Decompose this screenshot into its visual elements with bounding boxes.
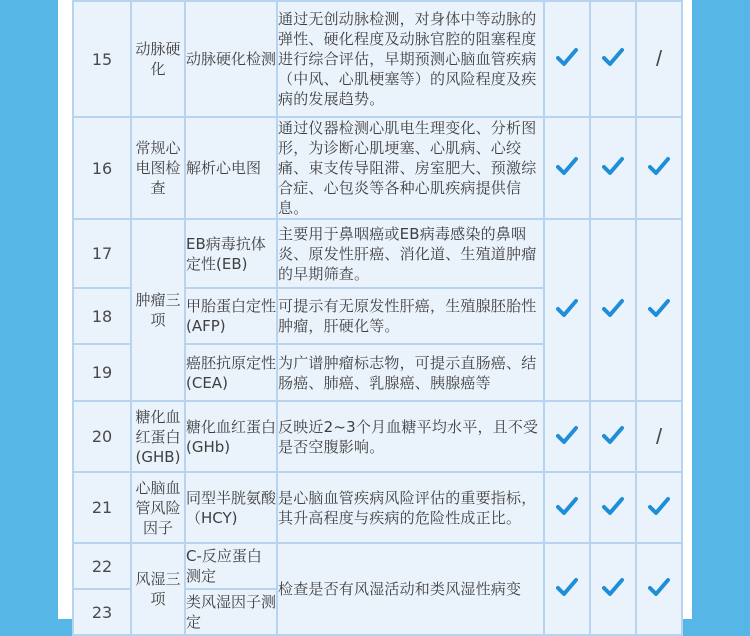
table-row: [73, 219, 682, 288]
check-icon: [648, 156, 670, 176]
item-description: 主要用于鼻咽癌或EB病毒感染的鼻咽炎、原发性肝癌、消化道、生殖道肿瘤的早期筛查。: [277, 219, 544, 288]
row-number: 19: [73, 344, 131, 401]
row-number: 16: [73, 117, 131, 219]
mark-cell: [590, 117, 636, 219]
mark-cell: [544, 472, 590, 543]
item-name: 风湿三项: [131, 543, 185, 635]
row-number: 20: [73, 401, 131, 472]
check-icon: [648, 298, 670, 318]
item-description: 通过无创动脉检测，对身体中等动脉的弹性、硬化程度及动脉官腔的阻塞程度进行综合评估，早期预测心脑血管疾病（中风、心肌梗塞等）的风险程度及疾病的发展趋势。: [277, 1, 544, 117]
check-icon: [556, 577, 578, 597]
item-description: 是心脑血管疾病风险评估的重要指标，其升高程度与疾病的危险性成正比。: [277, 472, 544, 543]
sub-item: 糖化血红蛋白(GHb): [185, 401, 277, 472]
mark-cell: [636, 472, 682, 543]
row-number: 17: [73, 219, 131, 288]
exam-items-table: [72, 0, 683, 636]
exam-table-sheet: [58, 0, 692, 631]
mark-cell: [544, 219, 590, 401]
item-description: 检查是否有风湿活动和类风湿性病变: [277, 543, 544, 635]
mark-cell: [590, 219, 636, 401]
sub-item: 同型半胱氨酸（HCY): [185, 472, 277, 543]
sub-item: 类风湿因子测定: [185, 589, 277, 635]
mark-cell: [636, 117, 682, 219]
check-icon: [556, 156, 578, 176]
item-name: 肿瘤三项: [131, 219, 185, 401]
item-name: 常规心电图检查: [131, 117, 185, 219]
mark-cell: [590, 1, 636, 117]
mark-cell: [590, 401, 636, 472]
sub-item: 解析心电图: [185, 117, 277, 219]
table-row: [73, 401, 682, 472]
not-applicable-slash: /: [655, 423, 663, 449]
table-row: [73, 472, 682, 543]
mark-cell: [636, 219, 682, 401]
check-icon: [648, 577, 670, 597]
mark-cell: [636, 1, 682, 117]
table-row: [73, 543, 682, 589]
table-row: [73, 117, 682, 219]
check-icon: [602, 577, 624, 597]
item-name: 糖化血红蛋白(GHB): [131, 401, 185, 472]
row-number: 22: [73, 543, 131, 589]
mark-cell: [590, 543, 636, 635]
mark-cell: [590, 472, 636, 543]
mark-cell: [544, 401, 590, 472]
item-description: 通过仪器检测心肌电生理变化、分析图形，为诊断心肌埂塞、心肌病、心绞痛、束支传导阻滞、房室肥大、预激综合症、心包炎等各种心肌疾病提供信息。: [277, 117, 544, 219]
row-number: 18: [73, 288, 131, 344]
check-icon: [556, 425, 578, 445]
table-row: [73, 1, 682, 117]
sub-item: 甲胎蛋白定性(AFP): [185, 288, 277, 344]
row-number: 15: [73, 1, 131, 117]
row-number: 23: [73, 589, 131, 635]
item-name: 心脑血管风险因子: [131, 472, 185, 543]
row-number: 21: [73, 472, 131, 543]
mark-cell: [544, 117, 590, 219]
check-icon: [602, 298, 624, 318]
check-icon: [556, 496, 578, 516]
item-description: 可提示有无原发性肝癌，生殖腺胚胎性肿瘤，肝硬化等。: [277, 288, 544, 344]
check-icon: [602, 47, 624, 67]
mark-cell: [636, 401, 682, 472]
mark-cell: [636, 543, 682, 635]
not-applicable-slash: /: [655, 46, 663, 71]
check-icon: [602, 156, 624, 176]
sub-item: EB病毒抗体定性(EB): [185, 219, 277, 288]
check-icon: [602, 425, 624, 445]
item-description: 反映近2~3个月血糖平均水平，且不受是否空腹影响。: [277, 401, 544, 472]
item-name: 动脉硬化: [131, 1, 185, 117]
mark-cell: [544, 543, 590, 635]
item-description: 为广谱肿瘤标志物，可提示直肠癌、结肠癌、肺癌、乳腺癌、胰腺癌等: [277, 344, 544, 401]
check-icon: [602, 496, 624, 516]
check-icon: [556, 298, 578, 318]
sub-item: C-反应蛋白测定: [185, 543, 277, 589]
mark-cell: [544, 1, 590, 117]
sub-item: 癌胚抗原定性(CEA): [185, 344, 277, 401]
check-icon: [648, 496, 670, 516]
check-icon: [556, 47, 578, 67]
sub-item: 动脉硬化检测: [185, 1, 277, 117]
